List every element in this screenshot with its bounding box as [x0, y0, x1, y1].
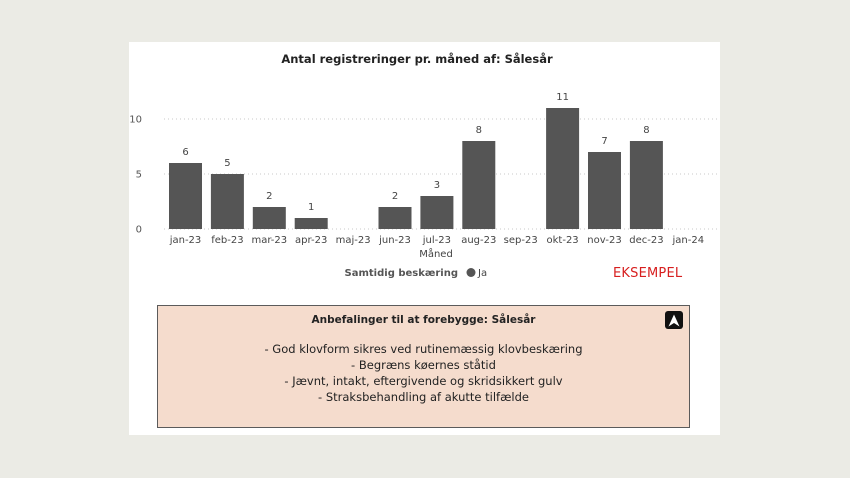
x-tick-label: nov-23 [587, 235, 622, 246]
x-tick-label: okt-23 [546, 235, 579, 246]
legend-title: Samtidig beskæring [344, 268, 458, 279]
bar [295, 218, 328, 229]
x-tick-label: jul-23 [422, 235, 452, 246]
recommendation-item: - God klovform sikres ved rutinemæssig klovbeskæring [264, 342, 583, 356]
x-tick-label: jan-23 [169, 235, 202, 246]
legend-item-ja: Ja [478, 268, 488, 279]
recommendations-list [158, 341, 689, 405]
bar [379, 207, 412, 229]
x-tick-label: maj-23 [335, 235, 371, 246]
x-tick-label: jan-24 [672, 235, 705, 246]
bar [546, 108, 579, 229]
data-label: 8 [475, 125, 482, 136]
bar [630, 141, 663, 229]
data-label: 6 [182, 147, 189, 158]
data-label: 11 [556, 92, 569, 103]
bar [462, 141, 495, 229]
data-label: 2 [391, 191, 399, 202]
data-label: 7 [601, 136, 608, 147]
recommendations-panel [157, 305, 690, 428]
bar [169, 163, 202, 229]
x-tick-label: mar-23 [251, 235, 288, 246]
data-label: 1 [308, 202, 315, 213]
x-tick-label: dec-23 [629, 235, 664, 246]
data-label: 3 [433, 180, 441, 191]
data-label: 8 [643, 125, 650, 136]
brand-logo-icon [665, 311, 683, 329]
x-tick-label: aug-23 [461, 235, 497, 246]
data-label: 2 [266, 191, 273, 202]
data-label: 5 [224, 158, 231, 169]
report-card [129, 42, 720, 435]
recommendation-item: - Begræns køernes ståtid [351, 358, 496, 372]
y-tick-label: 10 [129, 114, 142, 126]
x-axis-label: Måned [419, 249, 453, 260]
chart-title: Antal registreringer pr. måned af: Sålesår [281, 52, 553, 66]
legend [345, 268, 488, 279]
recommendation-item: - Jævnt, intakt, eftergivende og skridsikkert gulv [284, 374, 563, 388]
x-tick-label: sep-23 [503, 235, 538, 246]
recommendations-title: Anbefalinger til at forebygge: Sålesår [311, 314, 536, 326]
bar [253, 207, 286, 229]
recommendation-item: - Straksbehandling af akutte tilfælde [318, 390, 529, 404]
y-tick-label: 0 [135, 224, 142, 236]
x-tick-label: feb-23 [211, 235, 244, 246]
x-tick-label: jun-23 [379, 235, 411, 246]
bar [211, 174, 244, 229]
y-tick-label: 5 [135, 169, 142, 181]
legend-marker-ja [467, 268, 476, 277]
example-watermark: EKSEMPEL [613, 266, 683, 281]
bar [420, 196, 453, 229]
bar-chart [129, 42, 720, 292]
bar [588, 152, 621, 229]
x-tick-label: apr-23 [295, 235, 328, 246]
